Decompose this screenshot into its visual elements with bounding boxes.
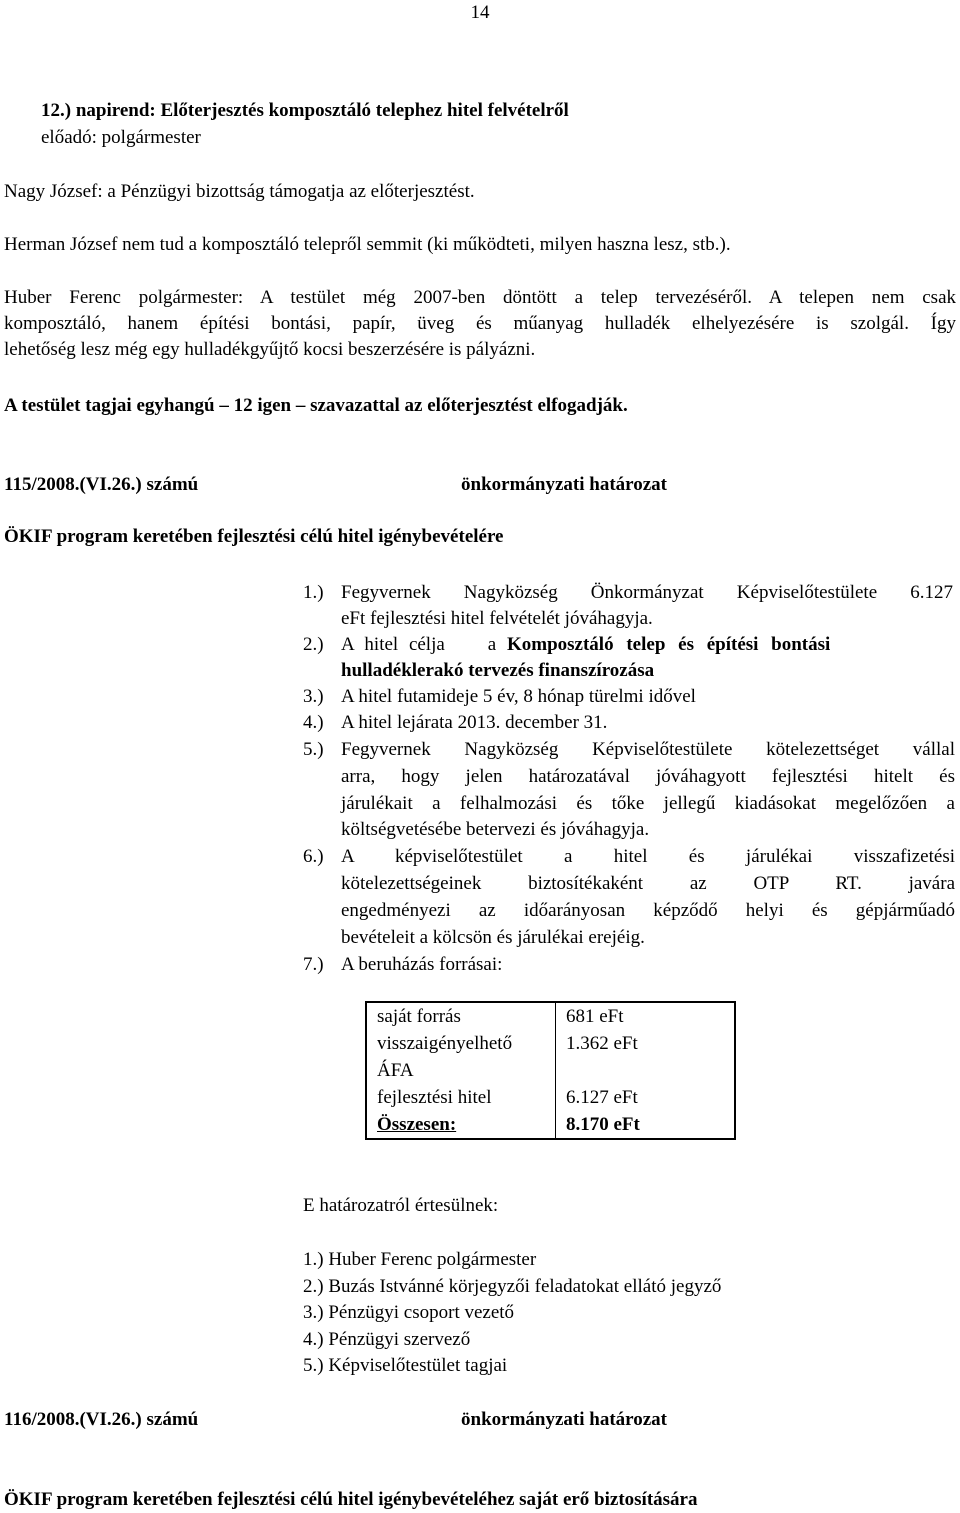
item-text: eFt fejlesztési hitel felvételét jóváhagyja. — [341, 608, 653, 629]
item-2-prefix: A hitel célja a — [341, 634, 507, 655]
notify-item: 4.) Pénzügyi szervező — [303, 1329, 471, 1350]
item-2-purpose: Komposztáló telep és építési bontási — [506, 634, 831, 655]
notify-heading: E határozatról értesülnek: — [303, 1195, 499, 1216]
item-number: 1.) — [303, 582, 324, 603]
item-number: 7.) — [303, 954, 324, 975]
resolution-2-type: önkormányzati határozat — [461, 1409, 667, 1430]
source-value: 1.362 eFt — [566, 1033, 638, 1054]
item-text: A képviselőtestület a hitel és járulékai visszafizetési — [341, 846, 955, 867]
table-row — [366, 1084, 735, 1111]
table-row — [366, 1030, 735, 1084]
source-label: fejlesztési hitel — [366, 1084, 556, 1111]
total-label — [366, 1111, 556, 1139]
item-text: arra, hogy jelen határozatával jóváhagyott fejlesztési hitelt és — [341, 766, 955, 787]
item-number: 3.) — [303, 686, 324, 707]
notify-item: 1.) Huber Ferenc polgármester — [303, 1249, 537, 1270]
item-text: A hitel lejárata 2013. december 31. — [341, 712, 608, 733]
agenda-presenter: előadó: polgármester — [41, 127, 201, 148]
source-value: 681 eFt — [566, 1006, 624, 1027]
paragraph-huber-line-3: lehetőség lesz még egy hulladékgyűjtő kocsi beszerzésére is pályázni. — [4, 339, 536, 360]
vote-result: A testület tagjai egyhangú – 12 igen – szavazattal az előterjesztést elfogadják. — [4, 395, 628, 416]
table-row — [366, 1002, 735, 1030]
notify-item: 3.) Pénzügyi csoport vezető — [303, 1302, 515, 1323]
resolution-2-number: 116/2008.(VI.26.) számú — [4, 1409, 199, 1430]
item-number: 4.) — [303, 712, 324, 733]
agenda-title: 12.) napirend: Előterjesztés komposztáló telephez hitel felvételről — [41, 100, 569, 121]
paragraph-nagy: Nagy József: a Pénzügyi bizottság támogatja az előterjesztést. — [4, 181, 475, 202]
item-number: 5.) — [303, 739, 324, 760]
item-number: 2.) — [303, 634, 324, 655]
resolution-2-title: ÖKIF program keretében fejlesztési célú hitel igénybevételéhez saját erő biztosítására — [4, 1489, 698, 1510]
source-label: saját forrás — [366, 1002, 556, 1030]
source-value: 6.127 eFt — [566, 1087, 638, 1108]
item-text: A beruházás forrásai: — [341, 954, 503, 975]
table-row-total — [366, 1111, 735, 1139]
item-number: 6.) — [303, 846, 324, 867]
page-number: 14 — [470, 2, 490, 23]
item-text: Fegyvernek Nagyközség Önkormányzat Képviselőtestülete 6.127 — [341, 582, 953, 603]
resolution-title: ÖKIF program keretében fejlesztési célú hitel igénybevételére — [4, 526, 504, 547]
paragraph-herman: Herman József nem tud a komposztáló telepről semmit (ki működteti, milyen haszna lesz, stb.). — [4, 234, 731, 255]
notify-item: 5.) Képviselőtestület tagjai — [303, 1355, 508, 1376]
resolution-number: 115/2008.(VI.26.) számú — [4, 474, 199, 495]
item-text: Fegyvernek Nagyközség Képviselőtestülete kötelezettséget vállal — [341, 739, 955, 760]
source-label: visszaigényelhető ÁFA — [366, 1030, 556, 1084]
item-text: költségvetésébe betervezi és jóváhagyja. — [341, 819, 650, 840]
item-text: A hitel futamideje 5 év, 8 hónap türelmi idővel — [341, 686, 696, 707]
item-text: kötelezettségeinek biztosítékaként az OTP RT. javára — [341, 873, 955, 894]
total-label-text: Összesen: — [377, 1114, 457, 1135]
resolution-type: önkormányzati határozat — [461, 474, 667, 495]
item-text: járulékait a felhalmozási és tőke jellegű kiadásokat megelőzően a — [341, 793, 955, 814]
total-value: 8.170 eFt — [566, 1114, 640, 1135]
item-2-purpose-line-2: hulladéklerakó tervezés finanszírozása — [341, 660, 655, 681]
item-text — [341, 632, 955, 658]
item-text: engedményezi az időarányosan képződő helyi és gépjárműadó — [341, 900, 955, 921]
item-text: bevételeit a kölcsön és járulékai erejéig. — [341, 927, 645, 948]
paragraph-huber-line-1: Huber Ferenc polgármester: A testület még 2007-ben döntött a telep tervezéséről. A telepen nem csak — [4, 287, 956, 308]
funding-sources-table — [365, 1001, 736, 1140]
notify-item: 2.) Buzás Istvánné körjegyzői feladatokat ellátó jegyző — [303, 1276, 722, 1297]
paragraph-huber-line-2: komposztáló, hanem építési bontási, papír, üveg és műanyag hulladék elhelyezésére is szolgál. Így — [4, 313, 956, 334]
